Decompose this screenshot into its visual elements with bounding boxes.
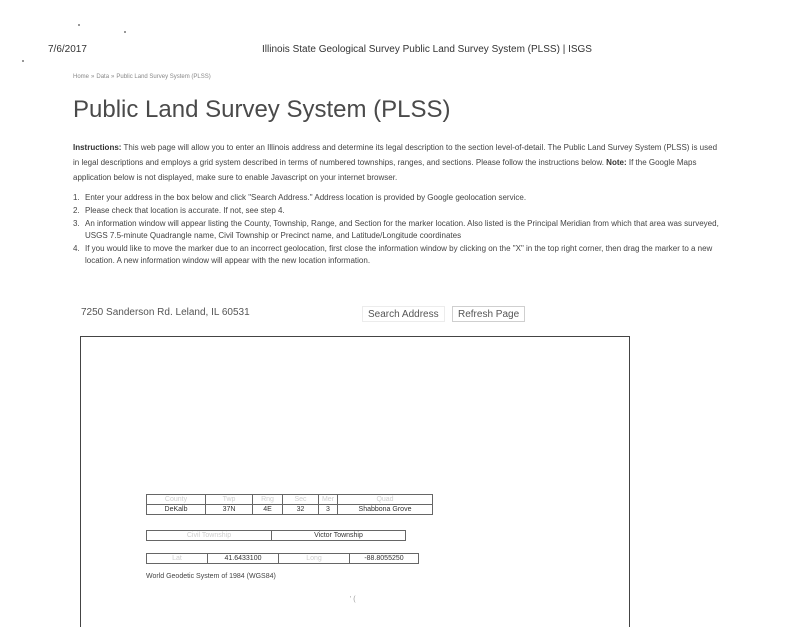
county-header: County: [147, 495, 206, 505]
step-number: 1.: [73, 193, 80, 202]
section-header: Sec: [283, 495, 319, 505]
meridian-value: 3: [319, 505, 338, 515]
breadcrumb-data-link[interactable]: Data: [96, 74, 110, 80]
civil-township-label: Civil Township: [147, 531, 272, 541]
meridian-header: Mer: [319, 495, 338, 505]
plss-info-table: [146, 494, 433, 515]
datum-note: World Geodetic System of 1984 (WGS84): [146, 573, 276, 580]
step-text: Please check that location is accurate. If not, see step 4.: [85, 206, 285, 215]
refresh-page-button[interactable]: Refresh Page: [452, 306, 525, 322]
instructions-text: This web page will allow you to enter an Illinois address and determine its legal description to the section level-of-detail. The Public Land Survey System (PLSS) is used in legal descriptions and employs a grid system described in terms of numbered townships, ranges, and sections. Please follow the instructions below.: [73, 143, 718, 167]
county-value: DeKalb: [147, 505, 206, 515]
section-value: 32: [283, 505, 319, 515]
coordinates-table: [146, 553, 419, 564]
scan-speck: [22, 60, 24, 62]
search-address-button[interactable]: Search Address: [362, 306, 445, 322]
scan-speck: [124, 31, 126, 33]
step-text: If you would like to move the marker due to an incorrect geolocation, first close the information window by clicking on the "X" in the top right corner, then drag the marker to a new location. A new information window will appear with the new location information.: [85, 244, 713, 265]
map-container[interactable]: [80, 336, 630, 627]
civil-township-value: Victor Township: [272, 531, 406, 541]
breadcrumb-separator: »: [91, 74, 95, 80]
steps-list: [73, 192, 733, 268]
longitude-label: Long: [279, 554, 350, 564]
range-value: 4E: [253, 505, 283, 515]
latitude-value: 41.6433100: [208, 554, 279, 564]
note-label: Note:: [606, 158, 627, 167]
scan-speck: [78, 24, 80, 26]
township-header: Twp: [206, 495, 253, 505]
range-header: Rng: [253, 495, 283, 505]
step-number: 2.: [73, 206, 80, 215]
note-text: If the Google Maps application below is not displayed, make sure to enable Javascript on your internet browser.: [73, 158, 697, 182]
list-item: [73, 243, 733, 267]
civil-township-table: [146, 530, 406, 541]
list-item: [73, 218, 733, 242]
breadcrumb-home-link[interactable]: Home: [73, 74, 90, 80]
latitude-label: Lat: [147, 554, 208, 564]
breadcrumb-separator: »: [111, 74, 115, 80]
breadcrumb-current: Public Land Survey System (PLSS): [116, 74, 211, 80]
longitude-value: -88.8055250: [350, 554, 419, 564]
print-page-title: Illinois State Geological Survey Public Land Survey System (PLSS) | ISGS: [262, 44, 592, 55]
address-input[interactable]: 7250 Sanderson Rd. Leland, IL 60531: [81, 307, 250, 318]
page-title: Public Land Survey System (PLSS): [73, 96, 451, 123]
print-date: 7/6/2017: [48, 44, 87, 55]
step-number: 4.: [73, 244, 80, 253]
instructions-label: Instructions:: [73, 143, 122, 152]
instructions-paragraph: [73, 140, 723, 185]
quad-header: Quad: [338, 495, 433, 505]
breadcrumb: [73, 74, 213, 80]
list-item: [73, 192, 733, 204]
list-item: [73, 205, 733, 217]
step-number: 3.: [73, 219, 80, 228]
map-marker-icon[interactable]: ' (: [350, 596, 356, 603]
step-text: Enter your address in the box below and click "Search Address." Address location is provided by Google geolocation service.: [85, 193, 527, 202]
step-text: An information window will appear listing the County, Township, Range, and Section for the marker location. Also listed is the Principal Meridian from which that area was surveyed, USGS 7.5-minute Quadrangle name, Civil Township or Precinct name, and Latitude/Longitude coordinates: [85, 219, 719, 240]
township-value: 37N: [206, 505, 253, 515]
quad-value: Shabbona Grove: [338, 505, 433, 515]
